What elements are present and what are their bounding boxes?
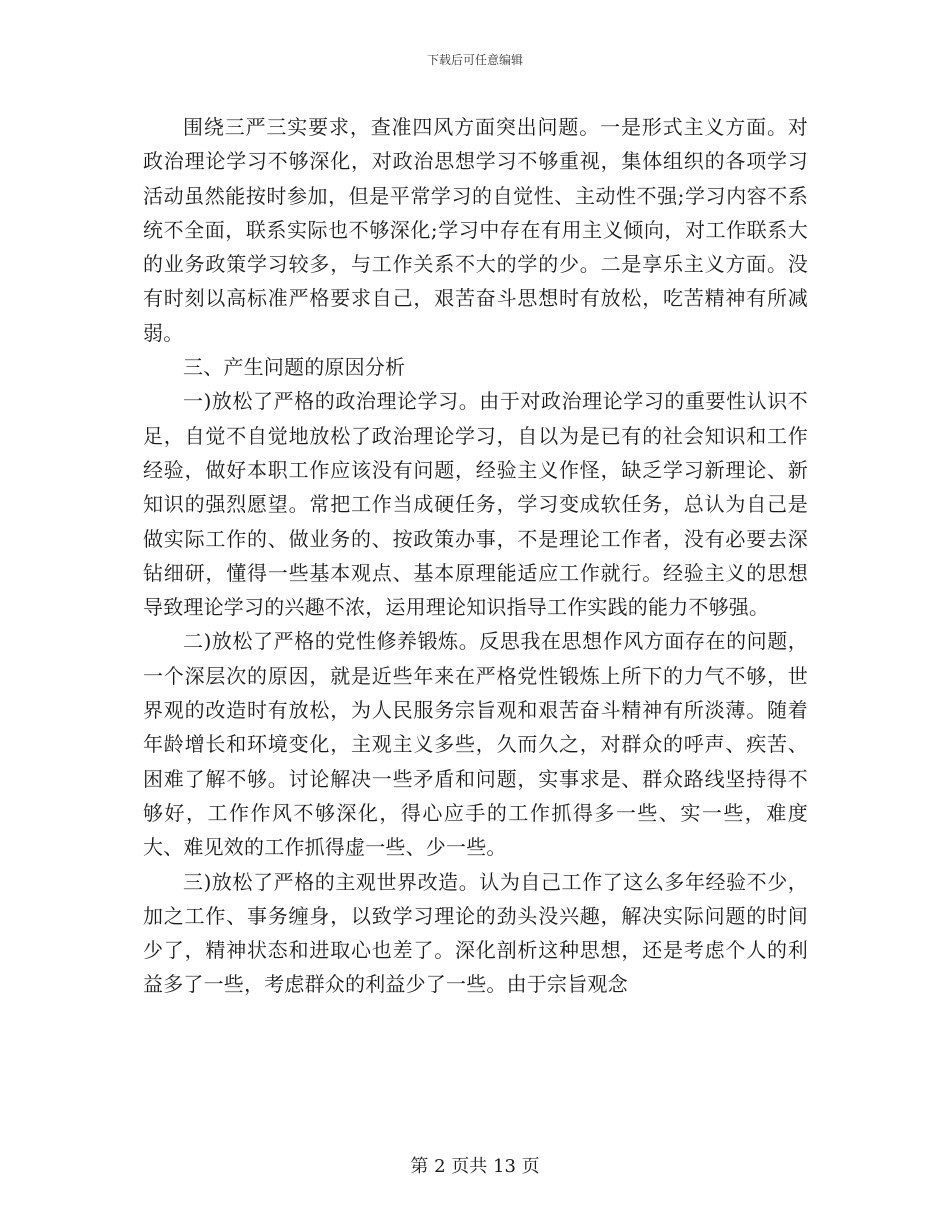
paragraph-party-spirit: 二)放松了严格的党性修养锻炼。反思我在思想作风方面存在的问题，一个深层次的原因，就是近些年来在严格党性锻炼上所下的力气不够，世界观的改造时有放松，为人民服务宗旨观和艰苦奋斗精神有所淡薄。随着年龄增长和环境变化，主观主义多些，久而久之，对群众的呼声、疾苦、困难了解不够。讨论解决一些矛盾和问题，实事求是、群众路线坚持得不够好，工作作风不够深化，得心应手的工作抓得多一些、实一些，难度大、难见效的工作抓得虚一些、少一些。 [143,629,808,860]
paragraph-problems: 围绕三严三实要求，查准四风方面突出问题。一是形式主义方面。对政治理论学习不够深化，对政治思想学习不够重视，集体组织的各项学习活动虽然能按时参加，但是平常学习的自觉性、主动性不强;学习内容不系统不全面，联系实际也不够深化;学习中存在有用主义倾向，对工作联系大的业务政策学习较多，与工作关系不大的学的少。二是享乐主义方面。没有时刻以高标准严格要求自己，艰苦奋斗思想时有放松，吃苦精神有所减弱。 [143,115,808,345]
page-header: 下载后可任意编辑 [426,53,523,67]
paragraph-subjective-world: 三)放松了严格的主观世界改造。认为自己工作了这么多年经验不少，加之工作、事务缠身，以致学习理论的劲头没兴趣，解决实际问题的时间少了，精神状态和进取心也差了。深化剖析这种思想，还是考虑个人的利益多了一些，考虑群众的利益少了一些。由于宗旨观念 [143,869,808,997]
paragraph-theory-study: 一)放松了严格的政治理论学习。由于对政治理论学习的重要性认识不足，自觉不自觉地放松了政治理论学习，自以为是已有的社会知识和工作经验，做好本职工作应该没有问题，经验主义作怪，缺乏学习新理论、新知识的强烈愿望。常把工作当成硬任务，学习变成软任务，总认为自己是做实际工作的、做业务的、按政策办事，不是理论工作者，没有必要去深钻细研，懂得一些基本观点、基本原理能适应工作就行。经验主义的思想导致理论学习的兴趣不浓，运用理论知识指导工作实践的能力不够强。 [143,389,808,620]
page-number: 第 2 页共 13 页 [410,1156,540,1177]
section-heading-cause-analysis: 三、产生问题的原因分析 [183,355,406,380]
document-body [143,110,808,1002]
